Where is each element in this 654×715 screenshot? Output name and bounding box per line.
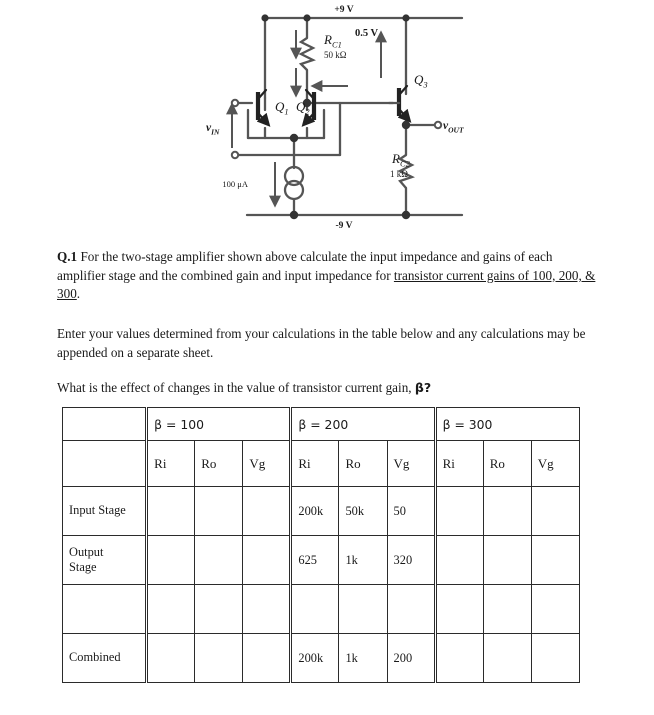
beta-symbol: β? (414, 380, 432, 395)
cell-blank-b100-vg[interactable] (243, 585, 291, 634)
cell-blank-b200-ri[interactable] (291, 585, 339, 634)
metric-header-vg-b300: Vg (531, 441, 579, 487)
cell-blank-b300-ro[interactable] (483, 585, 531, 634)
q2-label: $Q_2$ (296, 99, 310, 117)
beta-question-paragraph (57, 379, 597, 398)
q3-label: $Q_3$ (414, 72, 428, 90)
cell-combined-b200-vg[interactable]: 200 (387, 634, 435, 683)
metric-header-ro-b100: Ro (195, 441, 243, 487)
instructions-paragraph (57, 325, 597, 362)
metric-header-ri-b100: Ri (147, 441, 195, 487)
cell-output-b200-ri[interactable]: 625 (291, 536, 339, 585)
metric-row-label-empty (63, 441, 147, 487)
beta-group-header-100: β = 100 (147, 408, 291, 441)
cell-blank-b200-ro[interactable] (339, 585, 387, 634)
table-row-input-stage (63, 487, 580, 536)
current-source-label: 100 μA (222, 179, 248, 189)
supply-top-label: +9 V (334, 5, 354, 15)
question-1-paragraph (57, 248, 597, 304)
cell-output-b300-ro[interactable] (483, 536, 531, 585)
table-row-beta-headers (63, 408, 580, 441)
cell-combined-b300-vg[interactable] (531, 634, 579, 683)
cell-output-b100-vg[interactable] (243, 536, 291, 585)
beta-group-header-300: β = 300 (435, 408, 579, 441)
rc2-value: 1 kΩ (390, 169, 408, 179)
table-row-metric-headers (63, 441, 580, 487)
row-label-output-line1: Output (69, 544, 104, 559)
current-source-circle-bottom (285, 181, 303, 199)
cell-input-b300-vg[interactable] (531, 487, 579, 536)
cell-output-b300-ri[interactable] (435, 536, 483, 585)
question-number: Q.1 (57, 249, 78, 264)
row-label-input-stage: Input Stage (63, 487, 147, 536)
circuit-schematic-svg (0, 0, 654, 238)
instructions-text: Enter your values determined from your calculations in the table below and any calculations may be appended on a separate sheet. (57, 326, 586, 360)
cell-input-b300-ro[interactable] (483, 487, 531, 536)
row-label-output-stage (63, 536, 147, 585)
cell-blank-b300-ri[interactable] (435, 585, 483, 634)
rc2-label: $R_{C2}$ (392, 151, 410, 169)
cell-input-b200-ri[interactable]: 200k (291, 487, 339, 536)
row-label-combined: Combined (63, 634, 147, 683)
circuit-diagram-figure (0, 0, 654, 238)
cell-blank-b300-vg[interactable] (531, 585, 579, 634)
cell-blank-b100-ro[interactable] (195, 585, 243, 634)
cell-input-b100-vg[interactable] (243, 487, 291, 536)
question-1-text: For the two-stage amplifier shown above calculate the input impedance and gains of each amplifier stage and the combined gain and input impedance for (57, 249, 553, 283)
cell-blank-b100-ri[interactable] (147, 585, 195, 634)
cell-combined-b200-ri[interactable]: 200k (291, 634, 339, 683)
cell-combined-b200-ro[interactable]: 1k (339, 634, 387, 683)
table-row-blank (63, 585, 580, 634)
cell-output-b200-vg[interactable]: 320 (387, 536, 435, 585)
cell-output-b100-ri[interactable] (147, 536, 195, 585)
cell-output-b100-ro[interactable] (195, 536, 243, 585)
cell-input-b300-ri[interactable] (435, 487, 483, 536)
table-row-output-stage (63, 536, 580, 585)
row-label-blank[interactable] (63, 585, 147, 634)
cell-input-b100-ri[interactable] (147, 487, 195, 536)
cell-output-b300-vg[interactable] (531, 536, 579, 585)
question-1-emphasis: transistor current gains of 100, 200, & 300 (57, 267, 596, 302)
rc1-resistor-symbol (301, 38, 313, 70)
beta-group-header-200: β = 200 (291, 408, 435, 441)
corner-cell-empty (63, 408, 147, 441)
metric-header-ro-b300: Ro (483, 441, 531, 487)
cell-blank-b200-vg[interactable] (387, 585, 435, 634)
metric-header-vg-b200: Vg (387, 441, 435, 487)
cell-combined-b300-ro[interactable] (483, 634, 531, 683)
cell-combined-b100-vg[interactable] (243, 634, 291, 683)
supply-bottom-label: -9 V (335, 221, 353, 231)
cell-input-b200-vg[interactable]: 50 (387, 487, 435, 536)
beta-question-text: What is the effect of changes in the value of transistor current gain, (57, 380, 415, 395)
cell-input-b100-ro[interactable] (195, 487, 243, 536)
answer-table (62, 407, 580, 683)
cell-combined-b300-ri[interactable] (435, 634, 483, 683)
question-1-period: . (76, 286, 81, 302)
cell-combined-b100-ri[interactable] (147, 634, 195, 683)
table-row-combined (63, 634, 580, 683)
cell-input-b200-ro[interactable]: 50k (339, 487, 387, 536)
vin-label: $v_{IN}$ (206, 122, 220, 137)
rc1-value: 50 kΩ (324, 50, 347, 60)
q1-label: $Q_1$ (275, 99, 289, 117)
open-terminals (232, 100, 441, 158)
metric-header-vg-b100: Vg (243, 441, 291, 487)
metric-header-ri-b300: Ri (435, 441, 483, 487)
cell-combined-b100-ro[interactable] (195, 634, 243, 683)
cell-output-b200-ro[interactable]: 1k (339, 536, 387, 585)
vout-label: $v_{OUT}$ (443, 120, 464, 135)
rc1-label: $R_{C1}$ (324, 32, 342, 50)
metric-header-ro-b200: Ro (339, 441, 387, 487)
row-label-output-line2: Stage (69, 560, 97, 574)
voltage-marker-label: 0.5 V (355, 28, 379, 39)
metric-header-ri-b200: Ri (291, 441, 339, 487)
